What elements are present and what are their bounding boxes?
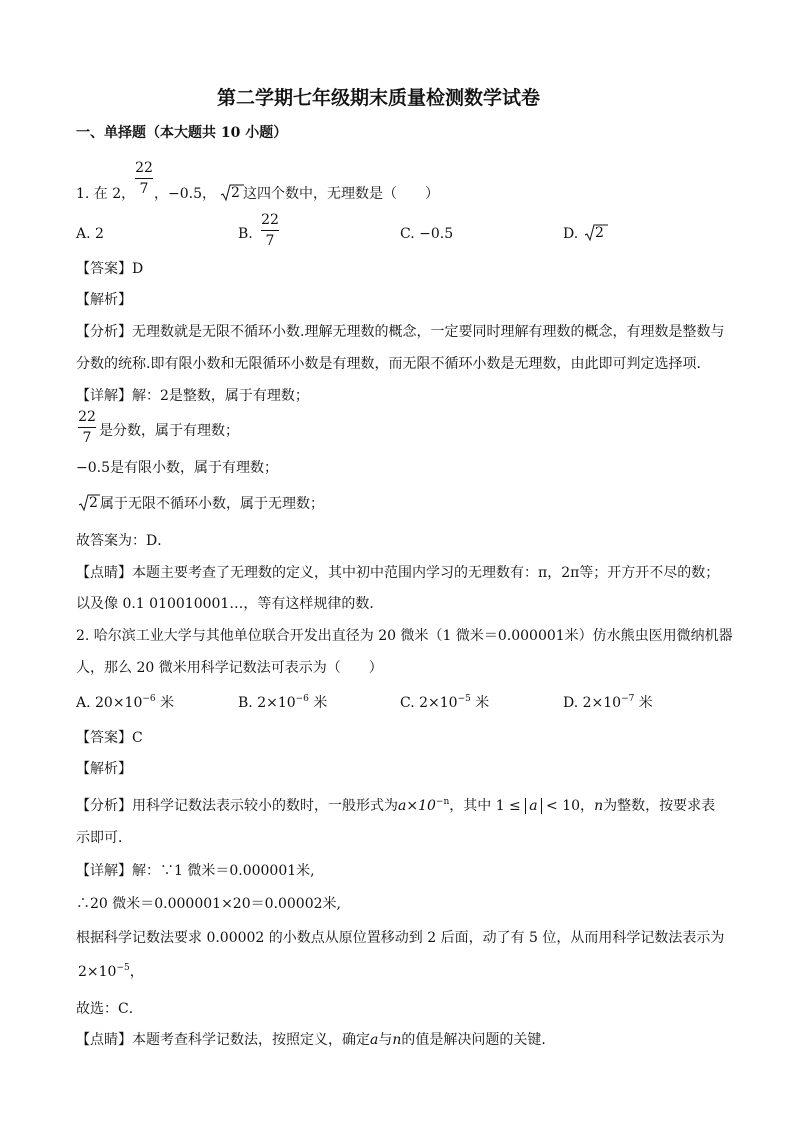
q2-fenxi-line1: [76, 797, 715, 815]
fenxi-range-right: < 10，: [541, 798, 595, 814]
q1-analysis-tag: 【解析】: [76, 292, 132, 308]
q1-option-d-label: D.: [563, 226, 579, 242]
q2-stem-line1: 2. 哈尔滨工业大学与其他单位联合开发出直径为 20 微米（1 微米＝0.000001米）仿水熊虫医用微纳机器: [76, 628, 733, 644]
q2-detail-line1: 【详解】解：∵1 微米＝0.000001米,: [76, 863, 315, 879]
option-unit: 米: [470, 695, 490, 711]
detail-exponent: −5: [116, 963, 130, 973]
detail-base: 2×10: [78, 964, 117, 980]
q2-conclusion: 故选：C．: [76, 1001, 143, 1017]
q2-stem-line2: 人，那么 20 微米用科学记数法可表示为（ ）: [76, 660, 383, 676]
q1-detail-fraction: [78, 409, 96, 446]
q1-detail-sqrt: [78, 494, 100, 512]
fenxi-text: ，其中: [449, 798, 492, 814]
option-unit: 米: [155, 695, 175, 711]
option-unit: 米: [308, 695, 328, 711]
q1-option-b-label: B.: [238, 226, 253, 242]
sqrt-radicand: 2: [231, 185, 240, 201]
dianjing-variable: a: [370, 1032, 379, 1048]
fenxi-expression: a×10: [398, 798, 436, 814]
page-title: 第二学期七年级期末质量检测数学试卷: [217, 87, 541, 109]
q1-option-c: C. −0.5: [400, 226, 454, 242]
q2-option-c: [400, 694, 489, 712]
option-exponent: −6: [295, 694, 309, 704]
q1-detail-line2: 是分数，属于有理数；: [99, 423, 239, 439]
fenxi-text: 为整数，按要求表: [603, 798, 716, 814]
q1-detail-line3: −0.5是有限小数，属于有理数；: [76, 460, 278, 476]
dianjing-text: 的值是解决问题的关键．: [401, 1032, 556, 1048]
q1-fenxi-line1: 【分析】无理数就是无限不循环小数.理解无理数的概念，一定要同时理解有理数的概念，有理数是整数与: [76, 324, 725, 340]
fraction-numerator: 22: [78, 409, 96, 425]
fenxi-range-left: 1 ≤: [495, 798, 526, 814]
fraction-bar: [261, 230, 279, 231]
fraction-numerator: 22: [135, 160, 153, 176]
sqrt-radicand: 2: [89, 495, 98, 511]
fraction-numerator: 22: [261, 212, 279, 228]
q1-dianjing-line1: 【点睛】本题主要考查了无理数的定义，其中初中范围内学习的无理数有：π，2π等；开方开不尽的数；: [76, 565, 720, 581]
q1-option-d-sqrt: [584, 224, 608, 242]
fenxi-variable: n: [594, 798, 604, 814]
sqrt-radicand: 2: [595, 225, 604, 241]
q2-analysis-tag: 【解析】: [76, 761, 132, 777]
fraction-denominator: 7: [265, 233, 275, 249]
q1-conclusion: 故答案为：D．: [76, 533, 172, 549]
q1-detail-line4: 属于无限不循环小数，属于无理数；: [100, 496, 324, 512]
option-exponent: −6: [142, 694, 156, 704]
fenxi-exponent: −n: [435, 797, 450, 807]
option-base: C. 2×10: [400, 695, 458, 711]
q1-detail-line1: 【详解】解：2是整数，属于有理数；: [76, 388, 309, 404]
option-base: D. 2×10: [563, 695, 622, 711]
q2-detail-line3: 根据科学记数法要求 0.00002 的小数点从原位置移动到 2 后面，动了有 5 位，从而用科学记数法表示为: [76, 930, 725, 946]
option-base: A. 20×10: [76, 695, 143, 711]
q2-dianjing: [76, 1031, 555, 1049]
q2-fenxi-line2: 示即可．: [76, 830, 132, 846]
q2-answer: 【答案】C: [76, 730, 143, 746]
q1-stem-mid: ，−0.5，: [154, 186, 216, 202]
dianjing-text: 与: [378, 1032, 393, 1048]
option-base: B. 2×10: [238, 695, 296, 711]
q2-option-a: [76, 694, 174, 712]
option-exponent: −7: [621, 694, 635, 704]
q1-fenxi-line2: 分数的统称.即有限小数和无限循环小数是有理数，而无限不循环小数是无理数，由此即可判定选择项．: [76, 356, 711, 372]
fraction-bar: [135, 178, 153, 179]
q1-stem-suffix: 这四个数中，无理数是（ ）: [243, 186, 439, 202]
q2-option-b: [238, 694, 327, 712]
fraction-bar: [78, 427, 96, 428]
q2-option-d: [563, 694, 653, 712]
fraction-denominator: 7: [139, 181, 149, 197]
abs-value: a: [525, 798, 541, 814]
q1-dianjing-line2: 以及像 0.1 010010001…，等有这样规律的数．: [76, 596, 384, 612]
q2-detail-line4: [78, 963, 144, 981]
detail-tail: ，: [129, 964, 144, 980]
q2-detail-line2: ∴20 微米＝0.000001×20＝0.00002米,: [76, 896, 341, 912]
q1-stem-sqrt: [220, 184, 244, 202]
option-unit: 米: [634, 695, 653, 711]
dianjing-variable: n: [392, 1032, 402, 1048]
q1-stem-fraction: [135, 160, 153, 197]
fenxi-text: 【分析】用科学记数法表示较小的数时，一般形式为: [76, 798, 398, 814]
q1-stem-prefix: 1. 在 2，: [76, 186, 136, 202]
fraction-denominator: 7: [82, 430, 92, 446]
q1-option-a: A. 2: [76, 226, 104, 242]
section-heading: 一、单择题（本大题共 10 小题）: [76, 125, 288, 141]
dianjing-text: 【点睛】本题考查科学记数法，按照定义，确定: [76, 1032, 370, 1048]
q1-answer: 【答案】D: [76, 261, 144, 277]
q1-option-b-fraction: [261, 212, 279, 249]
option-exponent: −5: [457, 694, 471, 704]
